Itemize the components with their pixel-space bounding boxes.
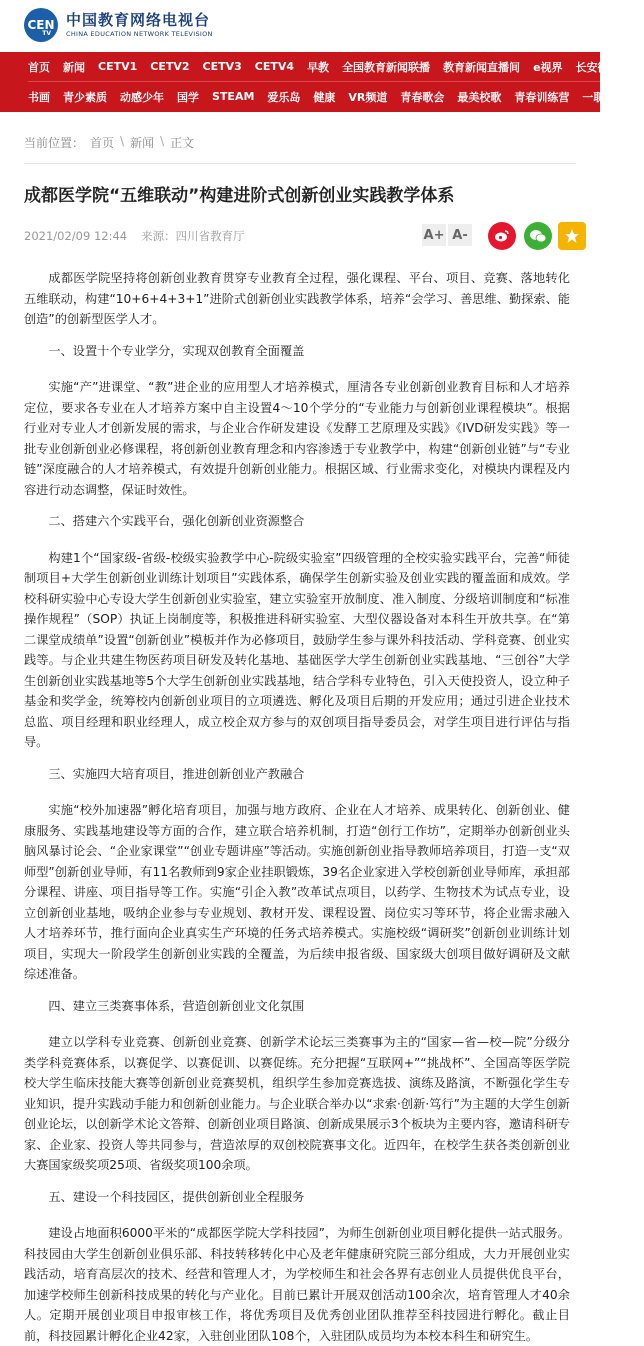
paragraph: 成都医学院坚持将创新创业教育贯穿专业教育全过程，强化课程、平台、项目、竞赛、落地转化五维联动，构建“10+6+4+3+1”进阶式创新创业实践教学体系，培养“会学习、善思维、勤探索、能创造”的创新型医学人才。 bbox=[24, 271, 570, 326]
nav-item[interactable]: 健康 bbox=[313, 90, 336, 104]
nav-item[interactable]: 青春歌会 bbox=[400, 90, 445, 104]
font-increase-button[interactable]: A+ bbox=[422, 224, 446, 246]
nav-item[interactable]: CETV3 bbox=[202, 60, 242, 73]
logo-chinese-name[interactable]: 中国教育网络电视台 bbox=[66, 11, 211, 29]
breadcrumb-separator: \ bbox=[160, 134, 165, 148]
nav-item[interactable]: 青少素质 bbox=[63, 90, 107, 104]
logo-english-name: CHINA EDUCATION NETWORK TELEVISION bbox=[66, 30, 213, 38]
weibo-share-icon[interactable] bbox=[488, 222, 516, 250]
section-heading: 五、建设一个科技园区，提供创新创业全程服务 bbox=[48, 1189, 305, 1204]
paragraph: 实施“校外加速器”孵化培育项目，加强与地方政府、企业在人才培养、成果转化、创新创业、健康服务、实践基地建设等方面的合作，建立联合培养机制，打造“创行工作坊”，定期举办创新创业头脑风暴讨论会、“企业家课堂”“创业专题讲座”等活动。实施创新创业指导教师培养项目，打造一支“双师型”创新创业导师，有11名教师到9家企业挂职锻炼，39名企业家进入学校创新创业导师库，承担部分课程、讲座、项目指导等工作。实施“引企入教”改革试点项目，以药学、生物技术为试点专业，设立创新创业基地，吸纳企业参与专业规划、教材开发、课程设置、岗位实习等环节，将企业需求融入人才培养环节，推行面向企业真实生产环境的任务式培养模式。实施校级“调研奖”创新创业训练计划项目，实现大一阶段学生创新创业实践的全覆盖，为后续申报省级、国家级大创项目做好调研及文献综述准备。 bbox=[24, 803, 570, 981]
nav-item[interactable]: 长安街 bbox=[575, 60, 609, 74]
section-heading: 二、搭建六个实践平台，强化创新创业资源整合 bbox=[48, 514, 305, 528]
nav-item[interactable]: STEAM bbox=[212, 90, 255, 103]
wechat-share-icon[interactable] bbox=[524, 222, 552, 250]
article-meta bbox=[24, 222, 576, 250]
nav-row-1 bbox=[28, 52, 644, 81]
paragraph: 构建1个“国家级-省级-校级实验教学中心-院级实验室”四级管理的全校实验实践平台，完善“师徒制项目+大学生创新创业训练计划项目”实践体系，确保学生创新实验及创业实践的覆盖面和成效。学校科研实验中心专设大学生创新创业实验室，建立实验室开放制度、准入制度、分级培训制度和“标准操作规程”（SOP）执证上岗制度等，积极推进科研实验室、大型仪器设备对本科生开放共享。在“第二课堂成绩单”设置“创新创业”模板并作为必修项目，鼓励学生参与课外科技活动、学科竞赛、创业实践等。与企业共建生物医药项目研发及转化基地、基础医学大学生创新创业实践基地、“三创谷”大学生创新创业实践基地等5个大学生创新创业实践基地，结合学科专业特色，引入天使投资人，设立种子基金和奖学金，统筹校内创新创业项目的立项遴选、孵化及项目后期的开发应用；通过引进企业技术总监、项目经理和职业经理人，成立校企双方参与的双创项目指导委员会，对学生项目进行评估与指导。 bbox=[24, 550, 570, 749]
nav-item[interactable]: 最美校歌 bbox=[457, 90, 502, 104]
nav-item[interactable]: CETV4 bbox=[254, 60, 295, 73]
breadcrumb-label: 当前位置： bbox=[24, 136, 85, 150]
main-nav bbox=[0, 52, 644, 112]
nav-item[interactable]: 脱贫 bbox=[621, 60, 644, 74]
nav-item[interactable]: 教育新闻直播间 bbox=[443, 60, 521, 74]
nav-item[interactable]: 国学 bbox=[177, 90, 199, 104]
section-heading: 四、建立三类赛事体系，营造创新创业文化氛围 bbox=[48, 998, 305, 1013]
article-body bbox=[24, 268, 570, 1346]
nav-item[interactable]: 爱乐岛 bbox=[267, 90, 301, 104]
breadcrumb-news[interactable]: 新闻 bbox=[130, 136, 155, 150]
nav-item[interactable]: 早教 bbox=[307, 60, 330, 74]
section-heading: 三、实施四大培育项目，推进创新创业产教融合 bbox=[48, 766, 305, 781]
paragraph: 建设占地面积6000平米的“成都医学院大学科技园”，为师生创新创业项目孵化提供一站式服务。科技园由大学生创新创业俱乐部、科技转移转化中心及老年健康研究院三部分组成，大力开展创业实践活动，培育高层次的技术、经营和管理人才，为学校师生和社会各界有志创业人员提供优良平台，加速学校师生创新科技成果的转化与产业化。目前已累计开展双创活动100余次，培育管理人才40余人。定期开展创业项目申报审核工作，将优秀项目及优秀创业团队推荐至科技园进行孵化。截止目前，科技园累计孵化企业42家，入驻创业团队108个，入驻团队成员均为本校本科生和研究生。 bbox=[24, 1226, 570, 1343]
paragraph: 实施“产”进课堂、“教”进企业的应用型人才培养模式，厘清各专业创新创业教育目标和人才培养定位，要求各专业在人才培养方案中自主设置4～10个学分的“专业能力与创新创业课程模块”。根据行业对专业人才创新发展的需求，与企业合作研发建设《发酵工艺原理及实践》《IVD研发实践》等一批专业创新创业必修课程，将创新创业教育理念和内容渗透于专业教学中，构建“创新创业链”与“专业链”深度融合的人才培养模式，有效提升创新创业能力。根据区域、行业需求变化，对模块内课程及内容进行动态调整，保证时效性。 bbox=[24, 380, 570, 497]
cetv-logo[interactable] bbox=[24, 8, 58, 42]
favorite-star-icon[interactable] bbox=[558, 222, 586, 250]
article-title: 成都医学院“五维联动”构建进阶式创新创业实践教学体系 bbox=[24, 186, 455, 206]
breadcrumb-separator: \ bbox=[120, 134, 125, 148]
nav-item[interactable]: 首页 bbox=[28, 60, 50, 74]
nav-item[interactable]: 动感少年 bbox=[120, 90, 164, 104]
nav-row-2 bbox=[28, 81, 627, 111]
nav-item[interactable]: 一职为你 bbox=[582, 90, 627, 104]
nav-item[interactable]: 全国教育新闻联播 bbox=[342, 60, 431, 74]
nav-item[interactable]: 青春训练营 bbox=[514, 90, 570, 104]
nav-item[interactable]: 书画 bbox=[28, 90, 50, 104]
nav-item[interactable]: e视界 bbox=[533, 60, 563, 74]
paragraph: 建立以学科专业竞赛、创新创业竞赛、创新学术论坛三类赛事为主的“国家—省—校—院”分级分类学科竞赛体系，以赛促学、以赛促训、以赛促练。充分把握“互联网+”“挑战杯”、全国高等医学院校大学生临床技能大赛等创新创业竞赛契机，组织学生参加竞赛选拔、演练及路演，不断强化学生专业知识，提升实践动手能力和创新创业能力。与企业联合举办以“求索·创新·笃行”为主题的大学生创新创业论坛，以创新学术论文答辩、创新创业项目路演、创新成果展示3个板块为主要内容，邀请科研专家、企业家、投资人等共同参与，营造浓厚的双创校院赛事文化。近四年，在校学生获各类创新创业大赛国家级奖项25项、省级奖项100余项。 bbox=[24, 1035, 570, 1172]
font-decrease-button[interactable]: A- bbox=[448, 224, 472, 246]
logo-mark: CEN bbox=[27, 18, 55, 32]
breadcrumb-home[interactable]: 首页 bbox=[90, 136, 115, 150]
site-header bbox=[0, 0, 600, 52]
article-source: 来源：四川省教育厅 bbox=[141, 229, 245, 243]
article-date: 2021/02/09 12:44 bbox=[24, 229, 128, 243]
section-heading: 一、设置十个专业学分，实现双创教育全面覆盖 bbox=[48, 343, 305, 358]
divider bbox=[24, 163, 576, 164]
nav-item[interactable]: VR频道 bbox=[348, 90, 388, 104]
logo-tv: TV bbox=[42, 30, 51, 37]
nav-item[interactable]: CETV1 bbox=[98, 60, 138, 73]
breadcrumb bbox=[24, 134, 600, 151]
breadcrumb-current: 正文 bbox=[170, 136, 195, 150]
nav-item[interactable]: CETV2 bbox=[150, 60, 190, 73]
nav-item[interactable]: 新闻 bbox=[63, 60, 85, 74]
